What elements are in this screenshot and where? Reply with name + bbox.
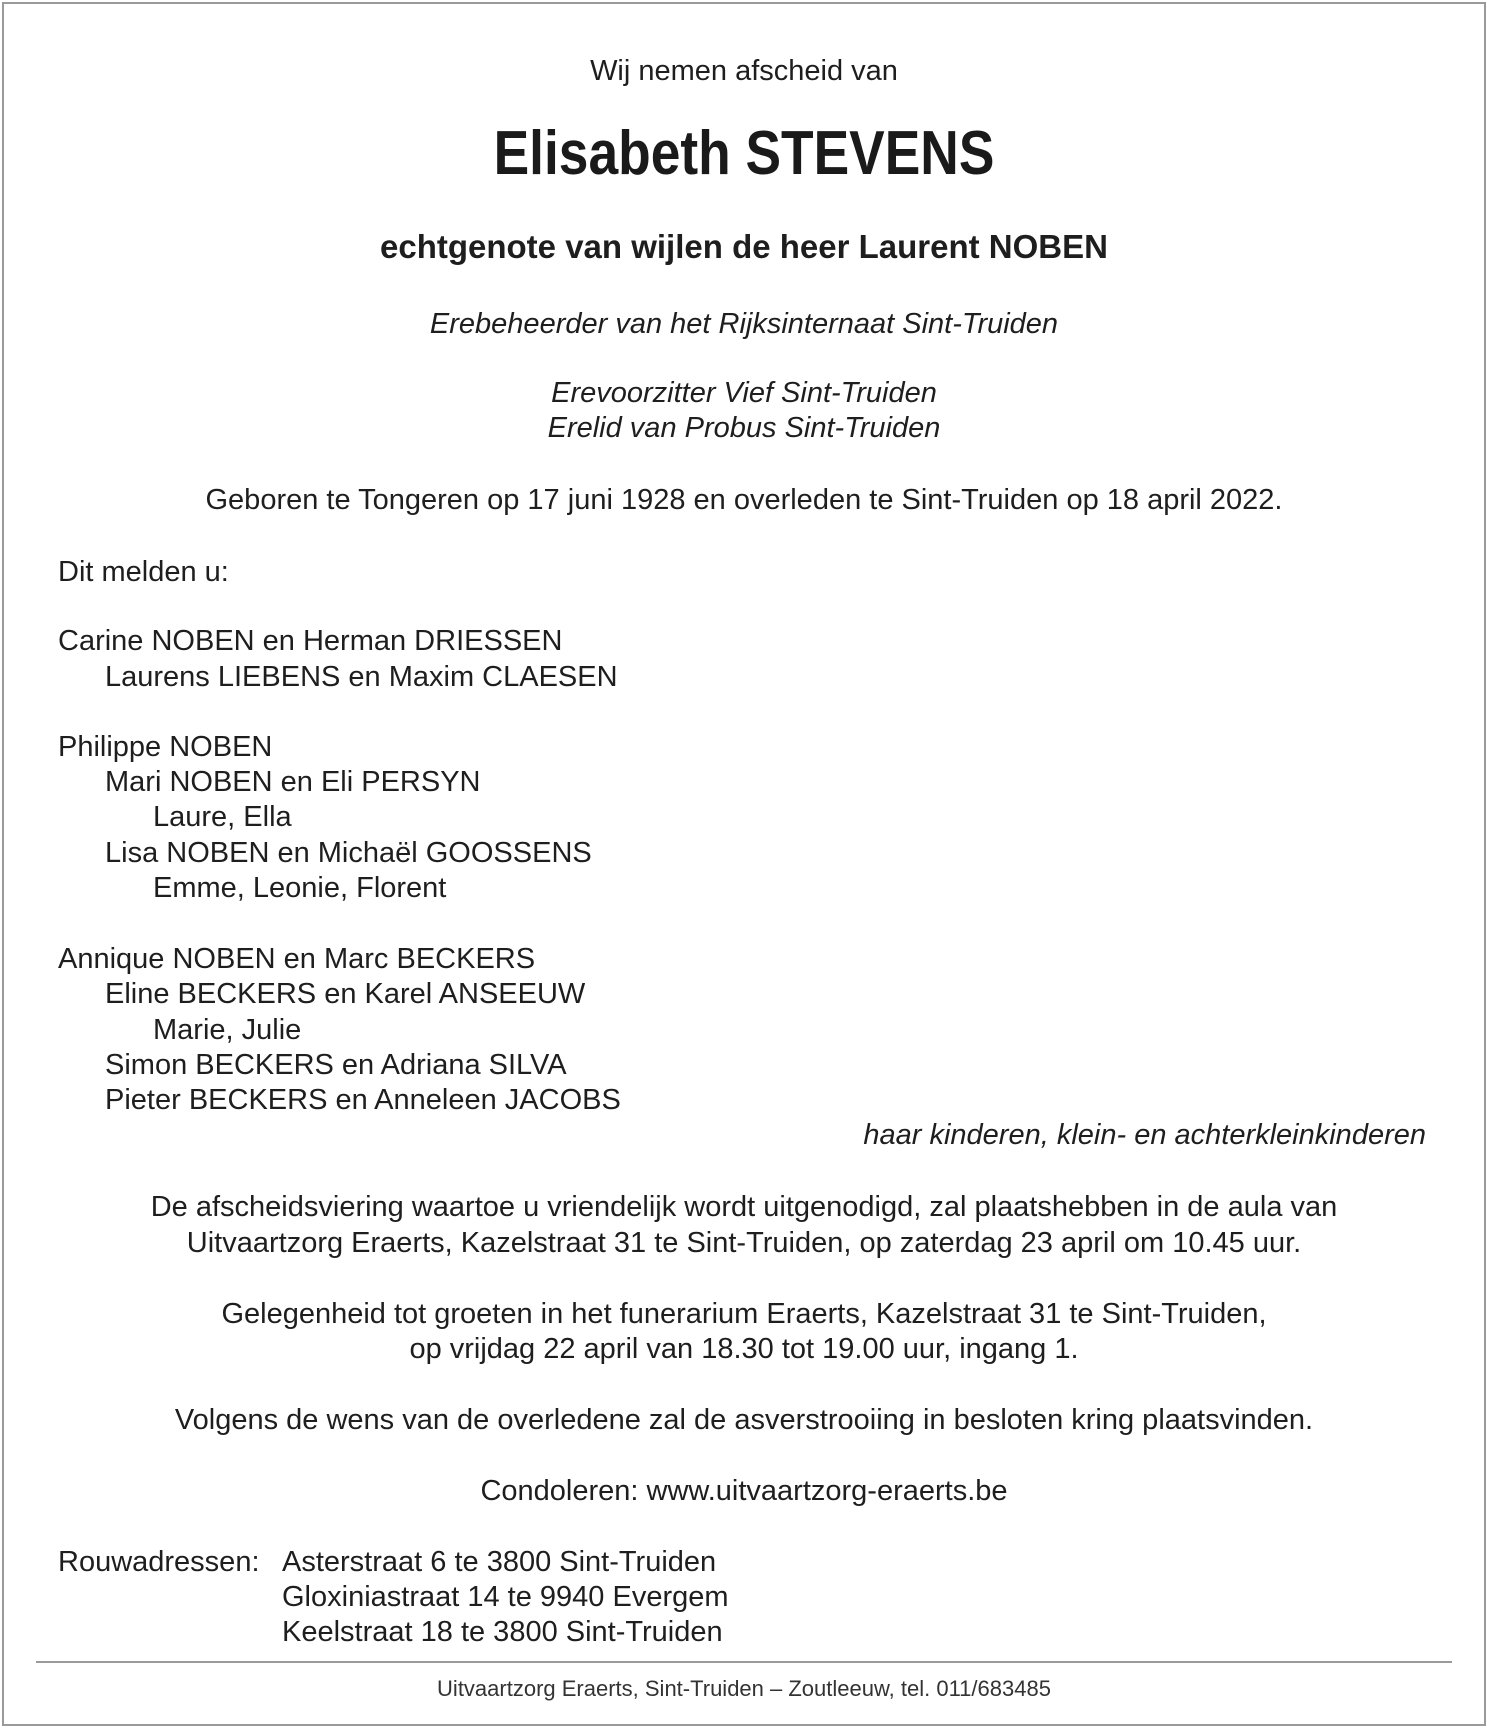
family-line: Pieter BECKERS en Anneleen JACOBS <box>105 1084 621 1116</box>
family-line: Lisa NOBEN en Michaël GOOSSENS <box>105 837 592 869</box>
family-line: Simon BECKERS en Adriana SILVA <box>105 1049 567 1081</box>
footer-divider <box>36 1661 1452 1663</box>
visitation-line-2: op vrijdag 22 april van 18.30 tot 19.00 uur, ingang 1. <box>409 1333 1079 1365</box>
condolences-line: Condoleren: www.uitvaartzorg-eraerts.be <box>480 1475 1008 1507</box>
family-line: Annique NOBEN en Marc BECKERS <box>58 943 536 975</box>
visitation-line-1: Gelegenheid tot groeten in het funerarium Eraerts, Kazelstraat 31 te Sint-Truiden, <box>221 1298 1267 1330</box>
address-line: Gloxiniastraat 14 te 9940 Evergem <box>282 1581 729 1613</box>
announce-line: Dit melden u: <box>58 556 229 588</box>
ceremony-line-1: De afscheidsviering waartoe u vriendelijk wordt uitgenodigd, zal plaatshebben in de aula van <box>150 1191 1338 1223</box>
family-line: Eline BECKERS en Karel ANSEEUW <box>105 978 586 1010</box>
addresses-label: Rouwadressen: <box>58 1546 260 1578</box>
family-line: Emme, Leonie, Florent <box>153 872 447 904</box>
family-line: Philippe NOBEN <box>58 731 273 763</box>
address-line: Keelstraat 18 te 3800 Sint-Truiden <box>282 1616 723 1648</box>
family-summary: haar kinderen, klein- en achterkleinkinderen <box>863 1119 1426 1151</box>
family-line: Marie, Julie <box>153 1014 302 1046</box>
address-line: Asterstraat 6 te 3800 Sint-Truiden <box>282 1546 717 1578</box>
family-line: Carine NOBEN en Herman DRIESSEN <box>58 625 563 657</box>
title-line-3: Erelid van Probus Sint-Truiden <box>547 412 941 444</box>
spouse-line: echtgenote van wijlen de heer Laurent NOBEN <box>380 228 1108 265</box>
footer-text: Uitvaartzorg Eraerts, Sint-Truiden – Zoutleeuw, tel. 011/683485 <box>437 1676 1051 1701</box>
wish-line: Volgens de wens van de overledene zal de asverstrooiing in besloten kring plaatsvinden. <box>174 1404 1314 1436</box>
family-line: Laure, Ella <box>153 801 292 833</box>
birth-death-line: Geboren te Tongeren op 17 juni 1928 en overleden te Sint-Truiden op 18 april 2022. <box>205 484 1283 516</box>
title-line-1: Erebeheerder van het Rijksinternaat Sint-Truiden <box>429 308 1059 340</box>
intro-text: Wij nemen afscheid van <box>590 55 898 87</box>
deceased-name: Elisabeth STEVENS <box>493 119 995 188</box>
family-line: Mari NOBEN en Eli PERSYN <box>105 766 481 798</box>
title-line-2: Erevoorzitter Vief Sint-Truiden <box>551 377 937 409</box>
ceremony-line-2: Uitvaartzorg Eraerts, Kazelstraat 31 te Sint-Truiden, op zaterdag 23 april om 10.45 uur. <box>186 1227 1302 1259</box>
family-line: Laurens LIEBENS en Maxim CLAESEN <box>105 661 618 693</box>
